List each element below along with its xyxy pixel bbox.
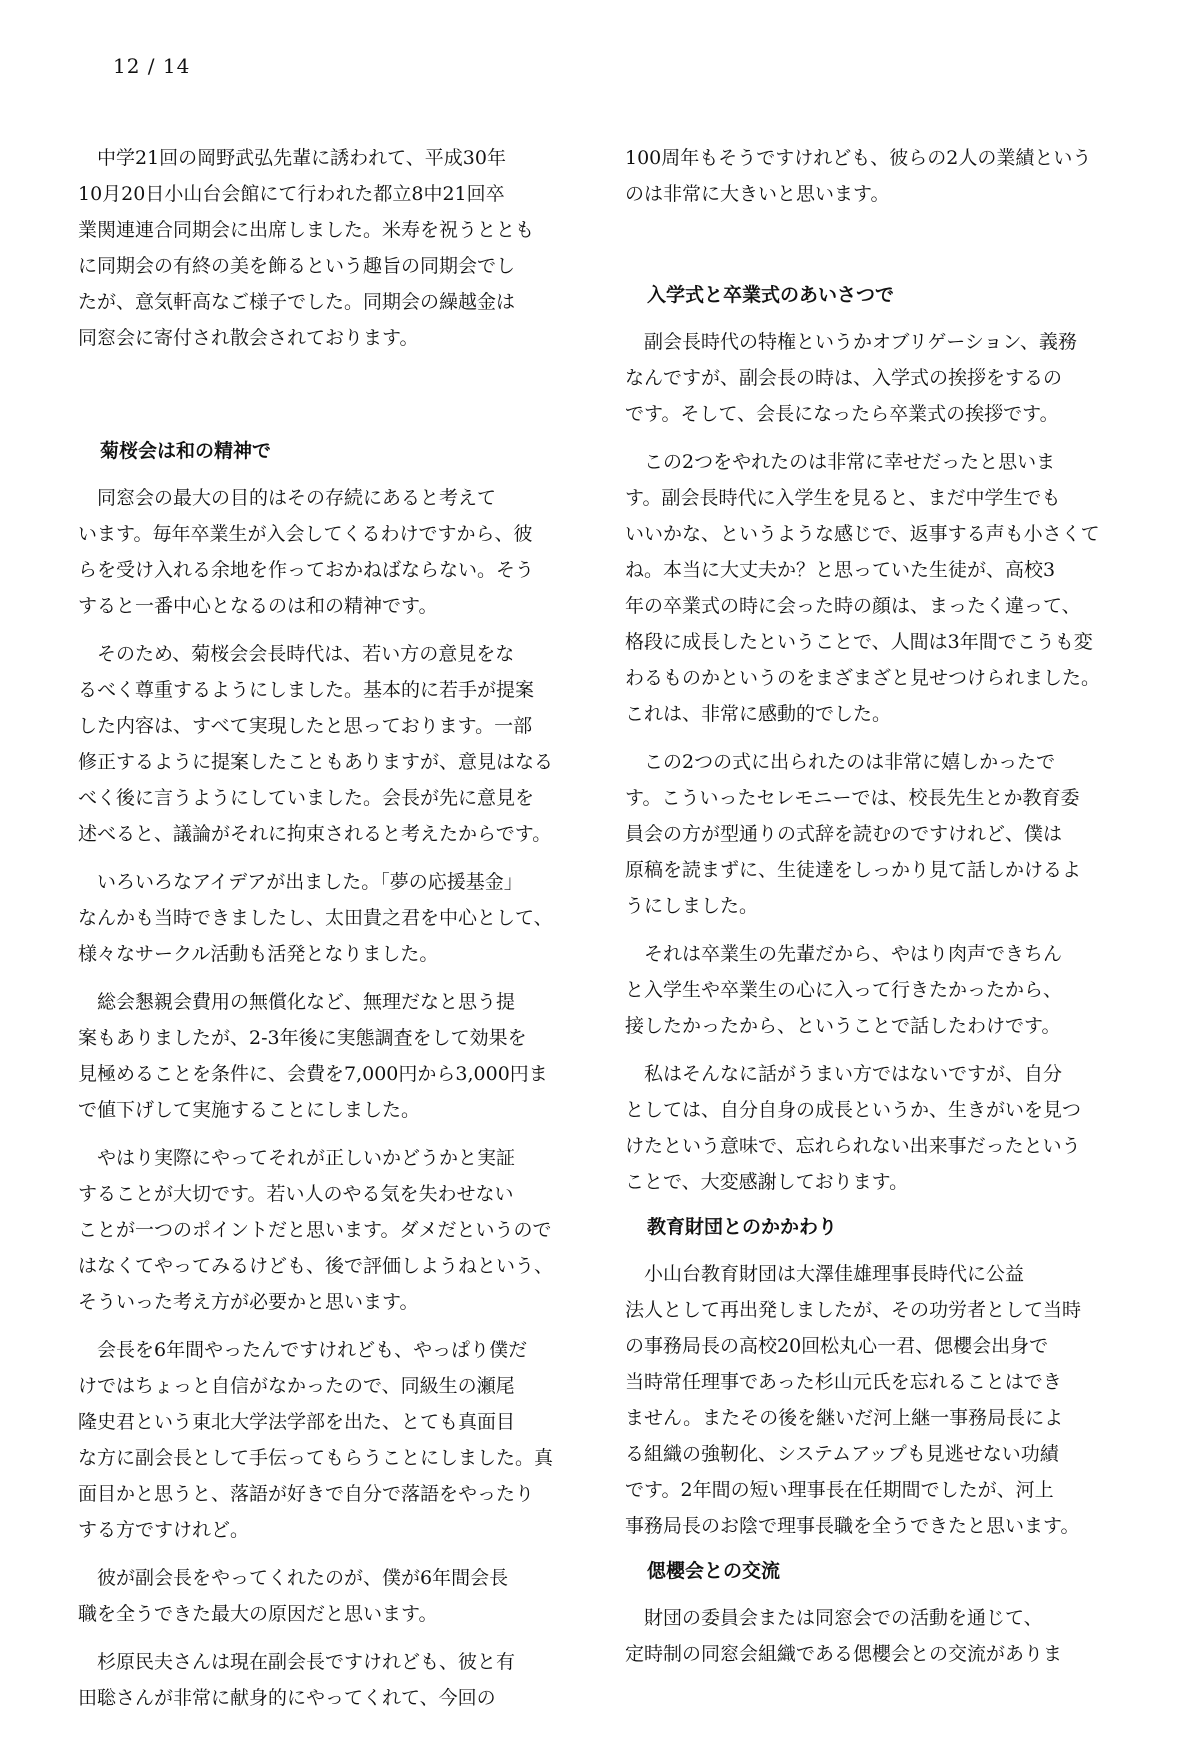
paragraph: 総会懇親会費用の無償化など、無理だなと思う提 案もありましたが、2-3年後に実態調査をして効果を 見極めることを条件に、会費を7,000円から3,000円ま で値下げして実施することにしました。 xyxy=(78,991,548,1121)
paragraph: 彼が副会長をやってくれたのが、僕が6年間会長 職を全うできた最大の原因だと思います。 xyxy=(78,1567,509,1625)
paragraph: 100周年もそうですけれども、彼らの2人の業績という のは非常に大きいと思います。 xyxy=(625,147,1092,205)
section-heading: 入学式と卒業式のあいさつで xyxy=(647,284,895,306)
right-column xyxy=(625,140,1145,1684)
paragraph: 私はそんなに話がうまい方ではないですが、自分 としては、自分自身の成長というか、生きがいを見つ けたという意味で、忘れられない出来事だったという ことで、大変感謝しております。 xyxy=(625,1063,1082,1193)
paragraph: 副会長時代の特権というかオブリゲーション、義務 なんですが、副会長の時は、入学式の挨拶をするの です。そして、会長になったら卒業式の挨拶です。 xyxy=(625,331,1078,425)
paragraph: いろいろなアイデアが出ました。「夢の応援基金」 なんかも当時できましたし、太田貴之君を中心として、 様々なサークル活動も活発となりました。 xyxy=(78,871,553,965)
paragraph: 杉原民夫さんは現在副会長ですけれども、彼と有 田聡さんが非常に献身的にやってくれて、今回の xyxy=(78,1651,516,1709)
paragraph: この2つの式に出られたのは非常に嬉しかったで す。こういったセレモニーでは、校長先生とか教育委 員会の方が型通りの式辞を読むのですけれど、僕は 原稿を読まずに、生徒達をしっかり見て話しかけるよ うにしました。 xyxy=(625,751,1082,917)
paragraph: それは卒業生の先輩だから、やはり肉声できちん と入学生や卒業生の心に入って行きたかったから、 接したかったから、ということで話したわけです。 xyxy=(625,943,1063,1037)
page-number: 12 / 14 xyxy=(113,54,191,78)
section-heading: 教育財団とのかかわり xyxy=(647,1216,838,1238)
paragraph: そのため、菊桜会会長時代は、若い方の意見をな るべく尊重するようにしました。基本的に若手が提案 した内容は、すべて実現したと思っております。一部 修正するように提案したこともありますが、意見はなる べく後に言うようにしていました。会長が先に意見を 述べると、議論がそれに拘束されると考えたからです。 xyxy=(78,643,554,845)
paragraph: 小山台教育財団は大澤佳雄理事長時代に公益 法人として再出発しましたが、その功労者として当時 の事務局長の高校20回松丸心一君、偲櫻会出身で 当時常任理事であった杉山元氏を忘れることはでき ません。またその後を継いだ河上継一事務局長によ る組織の強靭化、システムアップも見逃せない功績 です。2年間の短い理事長在任期間でしたが、河上 事務局長のお陰で理事長職を全うできたと思います。 xyxy=(625,1263,1082,1537)
paragraph: やはり実際にやってそれが正しいかどうかと実証 することが大切です。若い人のやる気を失わせない ことが一つのポイントだと思います。ダメだというので はなくてやってみるけども、後で評価しようねという、 そういった考え方が必要かと思います。 xyxy=(78,1147,554,1313)
left-column xyxy=(78,140,593,1728)
paragraph: 会長を6年間やったんですけれども、やっぱり僕だ けではちょっと自信がなかったので、同級生の瀬尾 隆史君という東北大学法学部を出た、とても真面目 な方に副会長として手伝ってもらうことにしました。真 面目かと思うと、落語が好きで自分で落語をやったり する方ですけれど。 xyxy=(78,1339,554,1541)
paragraph: 同窓会の最大の目的はその存続にあると考えて います。毎年卒業生が入会してくるわけですから、彼 らを受け入れる余地を作っておかねばならない。そう すると一番中心となるのは和の精神です。 xyxy=(78,487,535,617)
paragraph: この2つをやれたのは非常に幸せだったと思いま す。副会長時代に入学生を見ると、まだ中学生でも いいかな、というような感じで、返事する声も小さくて ね。本当に大丈夫か？と思っていた生徒が、高校3 年の卒業式の時に会った時の顔は、まったく違って、 格段に成長したということで、人間は3年間でこうも変 わるものかというのをまざまざと見せつけられました。 これは、非常に感動的でした。 xyxy=(625,451,1101,725)
section-heading: 偲櫻会との交流 xyxy=(647,1560,781,1582)
paragraph: 財団の委員会または同窓会での活動を通じて、 定時制の同窓会組織である偲櫻会との交流がありま xyxy=(625,1607,1063,1665)
section-heading: 菊桜会は和の精神で xyxy=(100,440,272,462)
paragraph: 中学21回の岡野武弘先輩に誘われて、平成30年 10月20日小山台会館にて行われた都立8中21回卒 業関連連合同期会に出席しました。米寿を祝うととも に同期会の有終の美を飾るという趣旨の同期会でし たが、意気軒高なご様子でした。同期会の繰越金は 同窓会に寄付され散会されております。 xyxy=(78,147,535,349)
